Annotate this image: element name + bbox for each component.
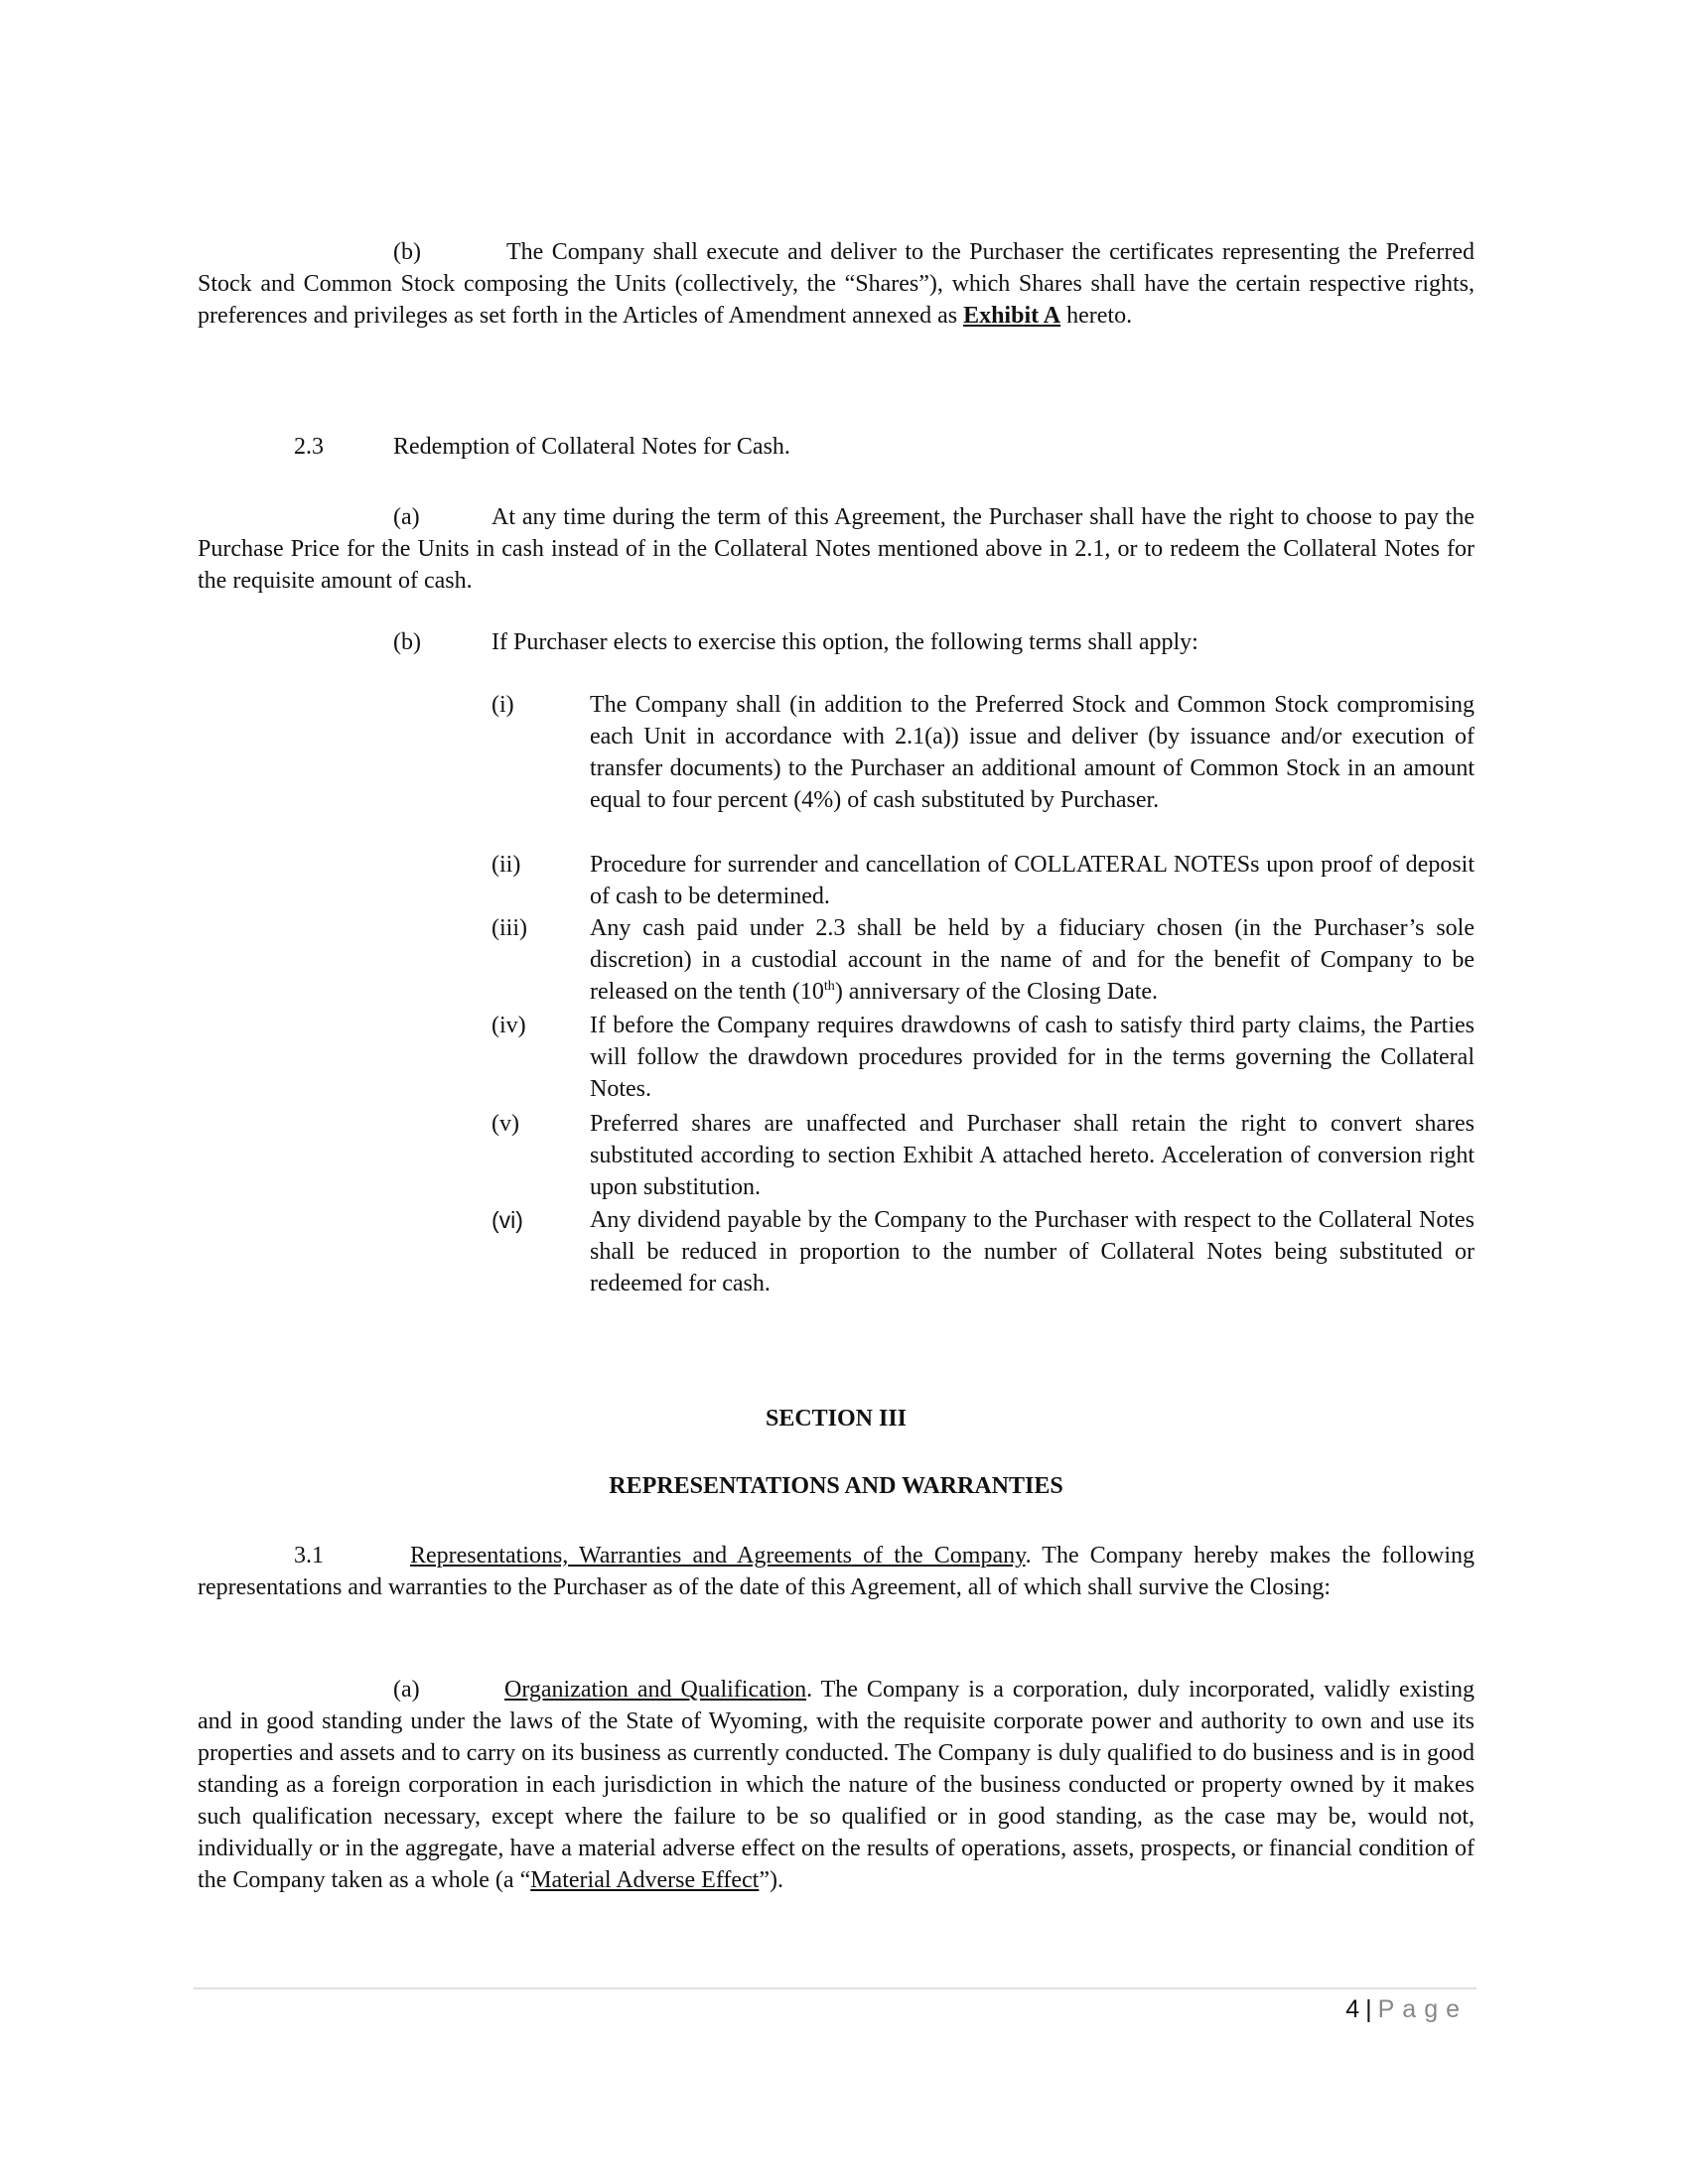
paragraph-tail: ”).	[759, 1867, 783, 1893]
page-word: Page	[1377, 1995, 1468, 2023]
paragraph-tail: hereto.	[1060, 303, 1133, 329]
paragraph-text: . The Company hereby makes the following representations and warranties to the Purchaser as of the date of this Agreement, all of which shall survive the Closing:	[198, 1543, 1476, 1600]
paragraph-number: 3.1	[294, 1543, 324, 1569]
paragraph-label: (a)	[393, 1677, 420, 1703]
section-heading: SECTION III	[765, 1406, 908, 1432]
item-text: Procedure for surrender and cancellation of COLLATERAL NOTESs upon proof of deposit of cash to be determined.	[590, 852, 1475, 909]
paragraph-2-3-a	[198, 501, 1475, 597]
item-label: (vi)	[492, 1207, 523, 1233]
superscript: th	[823, 979, 835, 994]
paragraph-2-3-b	[393, 626, 1475, 658]
section-title: Redemption of Collateral Notes for Cash.	[393, 434, 790, 460]
paragraph-label: (a)	[393, 504, 420, 530]
item-text-tail: ) anniversary of the Closing Date.	[834, 979, 1159, 1005]
exhibit-a-reference: Exhibit A	[963, 303, 1061, 329]
paragraph-3-1	[198, 1540, 1475, 1603]
item-text: If before the Company requires drawdowns of cash to satisfy third party claims, the Parties will follow the drawdown procedures provided for in the terms governing the Collateral Notes.	[590, 1013, 1475, 1102]
item-text	[590, 912, 1475, 1008]
item-text: The Company shall (in addition to the Preferred Stock and Common Stock compromising each Unit in accordance with 2.1(a)) issue and deliver (by issuance and/or execution of transfer documents) to the Purchaser an additional amount of Common Stock in an amount equal to four percent (4%) of cash substituted by Purchaser.	[590, 692, 1475, 813]
page-number: 4	[1345, 1995, 1360, 2023]
paragraph-3-1-a	[198, 1674, 1475, 1896]
section-number: 2.3	[294, 434, 324, 460]
paragraph-text: . The Company is a corporation, duly incorporated, validly existing and in good standing under the laws of the State of Wyoming, with the requisite corporate power and authority to own and use its properties and assets and to carry on its business as currently conducted. The Company is duly qualified to do business and is in good standing as a foreign corporation in each jurisdiction in which the nature of the business conducted or property owned by it makes such qualification necessary, except where the failure to be so qualified or in good standing, as the case may be, would not, individually or in the aggregate, have a material adverse effect on the results of operations, assets, prospects, or financial condition of the Company taken as a whole (a “	[198, 1677, 1476, 1893]
paragraph-label: (b)	[393, 239, 421, 265]
item-label: (ii)	[492, 852, 521, 878]
paragraph-title: Organization and Qualification	[504, 1677, 807, 1703]
paragraph-title: Representations, Warranties and Agreements of the Company	[410, 1543, 1026, 1569]
defined-term: Material Adverse Effect	[530, 1867, 760, 1893]
footer-separator: |	[1365, 1995, 1372, 2023]
footer-divider	[194, 1987, 1477, 1989]
item-label: (iii)	[492, 915, 527, 941]
page-footer	[1345, 1995, 1468, 2024]
paragraph-label: (b)	[393, 629, 421, 655]
paragraph-text: At any time during the term of this Agreement, the Purchaser shall have the right to choose to pay the Purchase Price for the Units in cash instead of in the Collateral Notes mentioned above in 2.1, or to redeem the Collateral Notes for the requisite amount of cash.	[198, 504, 1475, 594]
item-label: (v)	[492, 1111, 519, 1137]
item-label: (i)	[492, 692, 514, 718]
item-text: Preferred shares are unaffected and Purchaser shall retain the right to convert shares substituted according to section Exhibit A attached hereto. Acceleration of conversion right upon substitution.	[590, 1111, 1475, 1200]
item-label: (iv)	[492, 1013, 526, 1038]
item-text: Any dividend payable by the Company to the Purchaser with respect to the Collateral Notes shall be reduced in proportion to the number of Collateral Notes being substituted or redeemed for cash.	[590, 1207, 1475, 1297]
paragraph-text: If Purchaser elects to exercise this option, the following terms shall apply:	[492, 629, 1198, 655]
item-text-main: Any cash paid under 2.3 shall be held by a fiduciary chosen (in the Purchaser’s sole discretion) in a custodial account in the name of and for the benefit of Company to be released on the tenth (10	[590, 915, 1475, 1005]
paragraph-2-2-b	[198, 236, 1475, 332]
section-subheading: REPRESENTATIONS AND WARRANTIES	[609, 1473, 1063, 1499]
paragraph-text: The Company shall execute and deliver to the Purchaser the certificates representing the Preferred Stock and Common Stock composing the Units (collectively, the “Shares”), which Shares shall have the certain respective rights, preferences and privileges as set forth in the Articles of Amendment annexed as	[198, 239, 1475, 329]
section-2-3-heading	[294, 431, 1386, 463]
